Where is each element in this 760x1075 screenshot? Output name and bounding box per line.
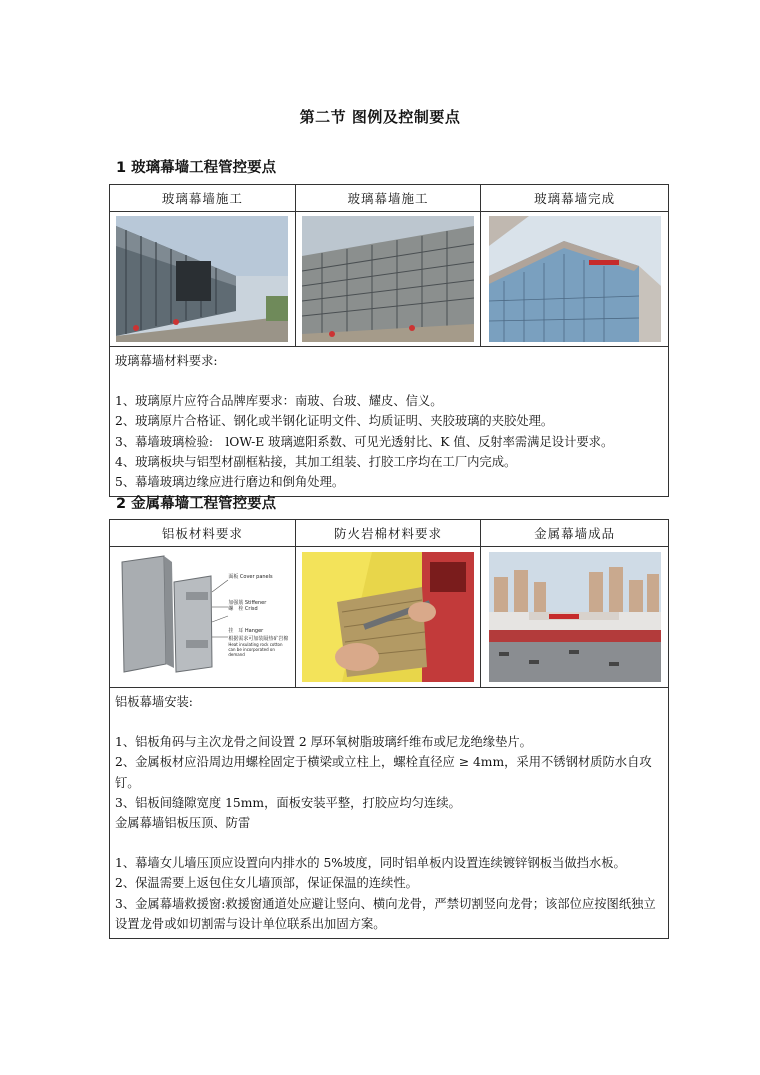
- block-title: 铝板幕墙安装:: [115, 695, 193, 709]
- list-item: 2、金属板材应沿周边用螺栓固定于横梁或立柱上，螺栓直径应 ≥ 4mm，采用不锈钢材质防水自攻钉。: [115, 755, 652, 790]
- diagram-label: 螺 栓 Crisd: [228, 606, 258, 612]
- list-item: 3、金属幕墙救援窗:救援窗通道处应避让竖向、横向龙骨，严禁切割竖向龙骨；该部位应按图纸独立设置龙骨或如切割需与设计单位联系出加固方案。: [115, 896, 656, 931]
- metal-wall-requirements: [110, 688, 669, 939]
- glass-wall-construction-photo-1: [116, 216, 288, 342]
- list-item: 2、玻璃原片合格证、钢化或半钢化证明文件、均质证明、夹胶玻璃的夹胶处理。: [115, 414, 554, 429]
- section-heading-glass-curtain-wall: 1 玻璃幕墙工程管控要点: [116, 160, 277, 176]
- glass-wall-construction-photo-2: [302, 216, 474, 342]
- list-item: 2、保温需要上返包住女儿墙顶部，保证保温的连续性。: [115, 876, 418, 891]
- column-header: 玻璃幕墙施工: [110, 185, 296, 212]
- list-item: 1、玻璃原片应符合品牌库要求：南玻、台玻、耀皮、信义。: [115, 394, 443, 409]
- diagram-label: 挂 耳 Hanger: [228, 628, 264, 634]
- column-header: 玻璃幕墙完成: [481, 185, 669, 212]
- list-item: 4、玻璃板块与铝型材副框粘接，其加工组装、打胶工序均在工厂内完成。: [115, 454, 517, 469]
- column-header: 铝板材料要求: [110, 520, 296, 547]
- diagram-label: 加强筋 Stiffener: [228, 600, 267, 606]
- diagram-label: Heat insulating rock cotton can be incorporated on demand: [228, 642, 283, 657]
- list-item: 3、幕墙玻璃检验: lOW-E 玻璃遮阳系数、可见光透射比、K 值、反射率需满足设计要求。: [115, 434, 614, 449]
- diagram-label: 面板 Cover panels: [228, 574, 273, 580]
- block-title: 金属幕墙铝板压顶、防雷: [115, 816, 251, 831]
- list-item: 5、幕墙玻璃边缘应进行磨边和倒角处理。: [115, 475, 345, 490]
- fireproof-rock-wool-photo: [302, 552, 474, 682]
- metal-curtain-wall-table: [109, 519, 669, 939]
- diagram-label: 根据需求可加装隔热矿岩棉: [228, 636, 289, 642]
- glass-wall-completed-photo: [489, 216, 661, 342]
- glass-wall-requirements: [110, 347, 669, 497]
- page-title: 第二节 图例及控制要点: [299, 108, 461, 126]
- list-item: 1、幕墙女儿墙压顶应设置向内排水的 5%坡度，同时铝单板内设置连续镀锌钢板当做挡水板。: [115, 856, 626, 871]
- column-header: 金属幕墙成品: [481, 520, 669, 547]
- section-heading-metal-curtain-wall: 2 金属幕墙工程管控要点: [116, 496, 277, 512]
- aluminum-panel-diagram: [116, 552, 288, 682]
- column-header: 防火岩棉材料要求: [295, 520, 481, 547]
- column-header: 玻璃幕墙施工: [295, 185, 481, 212]
- block-title: 玻璃幕墙材料要求:: [115, 354, 218, 368]
- glass-curtain-wall-table: [109, 184, 669, 497]
- list-item: 1、铝板角码与主次龙骨之间设置 2 厚环氧树脂玻璃纤维布或尼龙绝缘垫片。: [115, 735, 532, 750]
- metal-wall-finished-photo: [489, 552, 661, 682]
- list-item: 3、铝板间缝隙宽度 15mm，面板安装平整，打胶应均匀连续。: [115, 795, 461, 810]
